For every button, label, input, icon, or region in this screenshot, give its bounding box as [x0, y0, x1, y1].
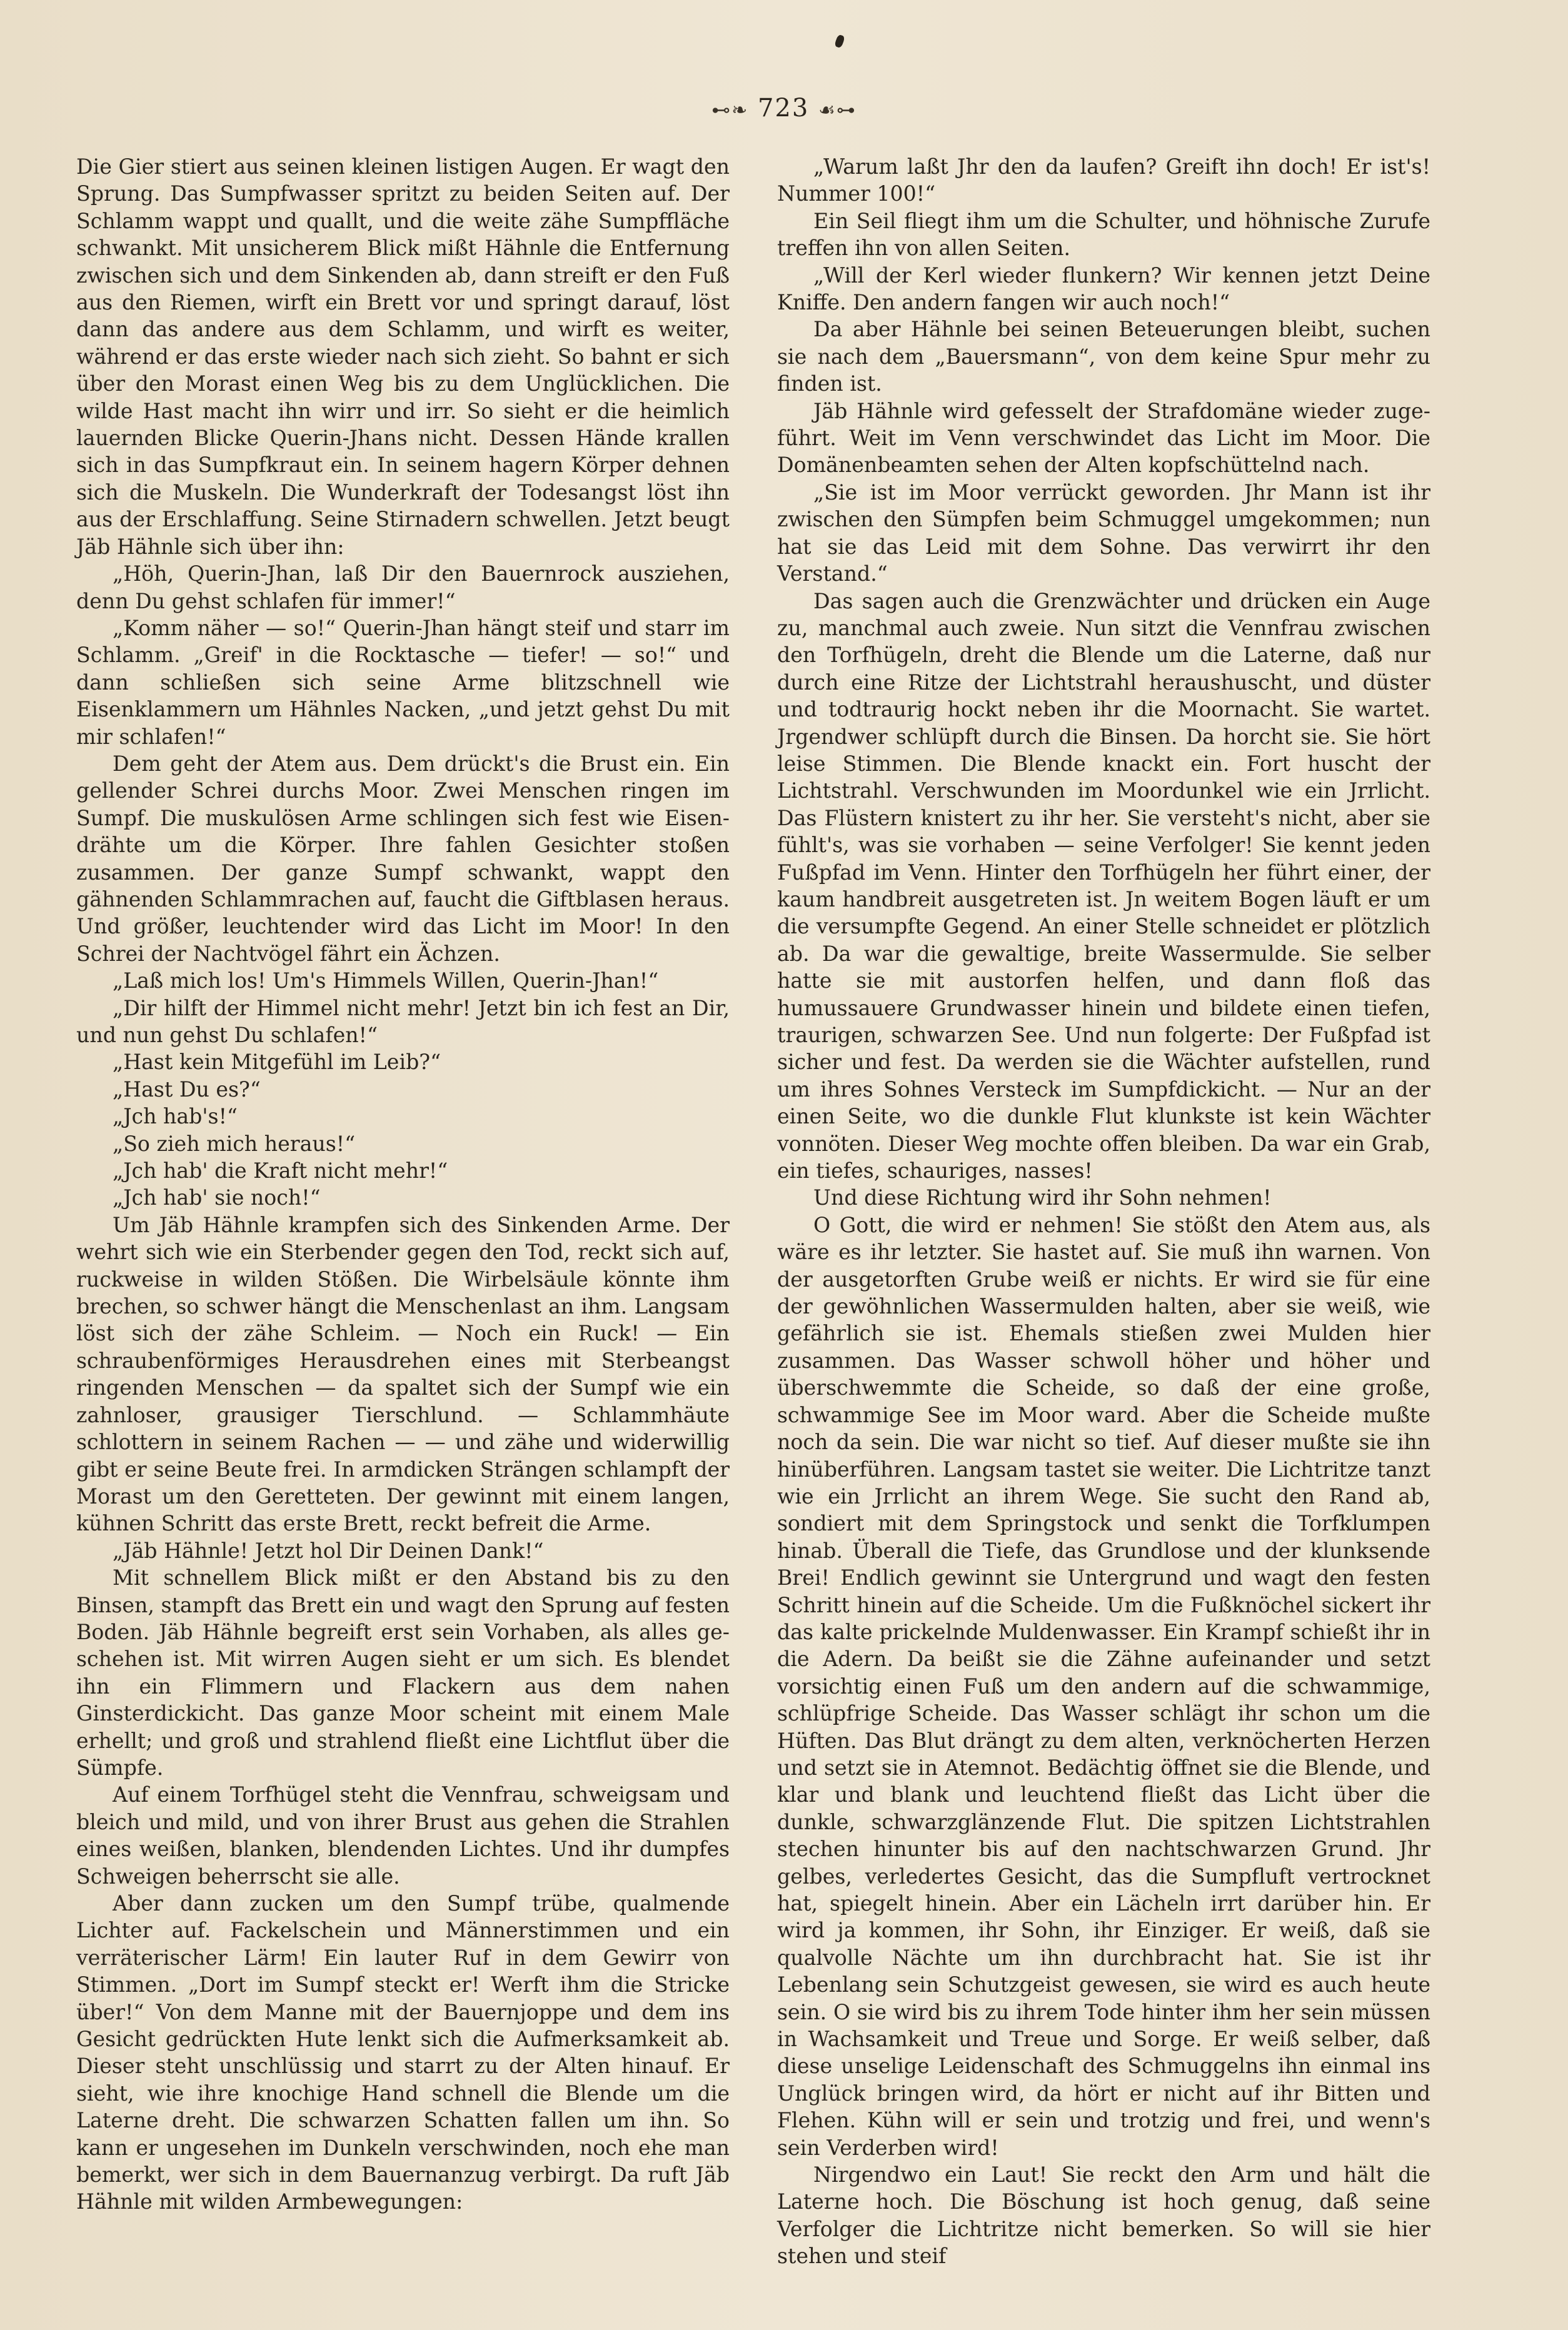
paragraph: Auf einem Torfhügel steht die Vennfrau, schweigsam und bleich und mild, und von ihrer Brust aus gehen die Strahlen eines weißen, blanken, blendenden Lichtes. Und ihr dumpfes Schweigen beherrscht sie alle. — [76, 1782, 730, 1889]
paragraph: O Gott, die wird er nehmen! Sie stößt den Atem aus, als wäre es ihr letzter. Sie hastet auf. Sie muß ihn warnen. Von der ausgetorften Grube weiß er nichts. Er wird sie für eine der gewöhnlichen Wassermulden halten, aber sie weiß, wie gefährlich sie ist. Ehemals stießen zwei Mulden hier zusammen. Das Wasser schwoll höher und höher und überschwemmte die Scheide, so daß der eine große, schwammige See im Moor ward. Aber die Scheide mußte noch da sein. Die war nicht so tief. Auf dieser mußte sie ihn hinüberführen. Langsam tastet sie weiter. Die Lichtritze tanzt wie ein Jrrlicht an ihrem Wege. Sie sucht den Rand ab, sondiert mit dem Springstock und senkt die Torfklumpen hinab. Überall die Tiefe, das Grundlose und der klunksende Brei! Endlich gewinnt sie Untergrund und wagt den festen Schritt hinein auf die Scheide. Um die Fußknöchel sickert ihr das kalte prickelnde Muldenwasser. Ein Krampf schießt ihr in die Adern. Da beißt sie die Zähne aufeinander und setzt vorsichtig einen Fuß um den andern auf die schwammige, schlüpfrige Scheide. Das Wasser schlägt ihr schon um die Hüften. Das Blut drängt zu dem alten, verknöcherten Herzen und setzt sie in Atemnot. Bedächtig öffnet sie die Blende, und klar und blank und leuchtend fließt das Licht über die dunkle, schwarzglänzende Flut. Die spitzen Lichtstrahlen stechen hinunter bis auf den nachtschwarzen Grund. Jhr gelbes, verledertes Gesicht, das die Sumpfluft vertrocknet hat, spiegelt hinein. Aber ein Lächeln irrt darüber hin. Er wird ja kommen, ihr Sohn, ihr Einziger. Er weiß, daß sie qualvolle Nächte um ihn durchbracht hat. Sie ist ihr Lebenlang sein Schutzgeist gewesen, sie wird es auch heute sein. O sie wird bis zu ihrem Tode hinter ihm her sein müssen in Wachsamkeit und Treue und Sorge. Er weiß selber, daß diese unselige Leidenschaft des Schmuggelns ihn einmal ins Unglück bringen wird, da hört er nicht auf ihr Bitten und Flehen. Kühn will er sein und trotzig und frei, und wenn's sein Verderben wird! — [777, 1212, 1430, 2160]
paragraph: „Hast kein Mitgefühl im Leib?“ — [113, 1050, 441, 1075]
paragraph: „So zieh mich heraus!“ — [113, 1131, 356, 1156]
paragraph: „Warum laßt Jhr den da laufen? Greift ihn doch! Er ist's! Nummer 100!“ — [777, 154, 1430, 206]
paragraph: Jäb Hähnle wird gefesselt der Strafdomäne wieder zugeführt. Weit im Venn verschwindet das Licht im Moor. Die Domänenbeamten sehen der Alten kopfschüttelnd nach. — [777, 398, 1430, 478]
paragraph: Um Jäb Hähnle krampfen sich des Sinkenden Arme. Der wehrt sich wie ein Sterbender gegen den Tod, reckt sich auf, ruckweise in wilden Stößen. Die Wirbelsäule könnte ihm brechen, so schwer hängt die Menschenlast an ihm. Langsam löst sich der zähe Schleim. — Noch ein Ruck! — Ein schraubenförmiges Herausdrehen eines mit Sterbeangst ringenden Menschen — da spaltet sich der Sumpf wie ein zahnloser, grausiger Tierschlund. — Schlammhäute schlottern in seinem Rachen — — und zähe und widerwillig gibt er seine Beute frei. In armdicken Strängen schlampft der Morast um den Geretteten. Der gewinnt mit einem langen, kühnen Schritt das erste Brett, reckt befreit die Arme. — [76, 1212, 730, 1536]
paragraph: Nirgendwo ein Laut! Sie reckt den Arm und hält die Laterne hoch. Die Böschung ist hoch genug, daß seine Verfolger die Lichtritze nicht bemerken. So will sie hier stehen und steif — [777, 2162, 1430, 2269]
paragraph: „Jch hab's!“ — [113, 1104, 238, 1129]
paragraph: „Höh, Querin-Jhan, laß Dir den Bauernrock ausziehen, denn Du gehst schlafen für immer!“ — [76, 561, 730, 613]
right-column — [777, 153, 1430, 2270]
paragraph: „Laß mich los! Um's Himmels Willen, Querin-Jhan!“ — [113, 968, 659, 993]
paragraph: Dem geht der Atem aus. Dem drückt's die Brust ein. Ein gellender Schrei durchs Moor. Zwei Menschen ringen im Sumpf. Die muskulösen Arme schlingen sich fest wie Eisendrähte um die Körper. Ihre fahlen Gesichter stoßen zusammen. Der ganze Sumpf schwankt, wappt den gähnenden Schlammrachen auf, faucht die Giftblasen heraus. Und größer, leuchtender wird das Licht im Moor! In den Schrei der Nachtvögel fährt ein Ächzen. — [76, 751, 730, 966]
paragraph: Und diese Richtung wird ihr Sohn nehmen! — [813, 1185, 1272, 1210]
paragraph: Aber dann zucken um den Sumpf trübe, qualmende Lichter auf. Fackelschein und Männerstimmen und ein verräterischer Lärm! Ein lauter Ruf in dem Gewirr von Stimmen. „Dort im Sumpf steckt er! Werft ihm die Stricke über!“ Von dem Manne mit der Bauernjoppe und dem ins Gesicht gedrückten Hute lenkt sich die Aufmerksamkeit ab. Dieser steht unschlüssig und starrt zu der Alten hinauf. Er sieht, wie ihre knochige Hand schnell die Blende um die Laterne dreht. Die schwarzen Schatten fallen um ihn. So kann er ungesehen im Dunkeln verschwinden, noch ehe man bemerkt, wer sich in dem Bauernanzug verbirgt. Da ruft Jäb Hähnle mit wilden Armbewegungen: — [76, 1891, 730, 2214]
paragraph: Die Gier stiert aus seinen kleinen listigen Augen. Er wagt den Sprung. Das Sumpfwasser spritzt zu beiden Seiten auf. Der Schlamm wappt und quallt, und die weite zähe Sumpffläche schwankt. Mit unsicherem Blick mißt Hähnle die Entfernung zwischen sich und dem Sinkenden ab, dann streift er den Fuß aus den Riemen, wirft ein Brett vor und springt darauf, löst dann das andere aus dem Schlamm, und wirft es weiter, während er das erste wieder nach sich zieht. So bahnt er sich über den Morast einen Weg bis zu dem Unglücklichen. Die wilde Hast macht ihn wirr und irr. So sieht er die heimlich lauernden Blicke Querin-Jhans nicht. Dessen Hände krallen sich in das Sumpfkraut ein. In seinem hagern Körper dehnen sich die Muskeln. Die Wunderkraft der Todesangst löst ihn aus der Erschlaffung. Seine Stirnadern schwellen. Jetzt beugt Jäb Hähnle sich über ihn: — [76, 154, 730, 559]
paragraph: Da aber Hähnle bei seinen Beteuerungen bleibt, suchen sie nach dem „Bauersmann“, von dem keine Spur mehr zu finden ist. — [777, 317, 1430, 396]
paragraph: Mit schnellem Blick mißt er den Abstand bis zu den Binsen, stampft das Brett ein und wagt den Sprung auf festen Boden. Jäb Hähnle begreift erst sein Vorhaben, als alles geschehen ist. Mit wirren Augen sieht er um sich. Es blendet ihn ein Flimmern und Flackern aus dem nahen Ginsterdickicht. Das ganze Moor scheint mit einem Male erhellt; und groß und strahlend fließt eine Lichtflut über die Sümpfe. — [76, 1565, 730, 1780]
ornament-right: ☙⊶ — [818, 99, 857, 121]
paragraph: „Jch hab' sie noch!“ — [113, 1185, 321, 1210]
paragraph: „Hast Du es?“ — [113, 1077, 261, 1102]
paragraph: Das sagen auch die Grenzwächter und drücken ein Auge zu, manchmal auch zweie. Nun sitzt die Vennfrau zwischen den Torfhügeln, dreht die Blende um die Laterne, daß nur durch eine Ritze der Lichtstrahl heraushuscht, und düster und todtraurig hockt neben ihr die Moornacht. Sie wartet. Jrgendwer schlüpft durch die Binsen. Da horcht sie. Sie hört leise Stimmen. Die Blende knackt ein. Fort huscht der Lichtstrahl. Verschwunden im Moordunkel wie ein Jrrlicht. Das Flüstern knistert zu ihr her. Sie versteht's nicht, aber sie fühlt's, was sie vorhaben — seine Verfolger! Sie kennt jeden Fußpfad im Venn. Hinter den Torfhügeln her führt einer, der kaum handbreit ausgetreten ist. Jn weitem Bogen läuft er um die versumpfte Gegend. An einer Stelle schneidet er plötzlich ab. Da war die gewaltige, breite Wassermulde. Sie selber hatte sie mit austorfen helfen, und dann floß das humussauere Grundwasser hinein und bildete einen tiefen, traurigen, schwarzen See. Und nun folgerte: Der Fußpfad ist sicher und fest. Da werden sie die Wächter aufstellen, rund um ihres Sohnes Versteck im Sumpfdickicht. — Nur an der einen Seite, wo die dunkle Flut klunkste ist kein Wächter vonnöten. Dieser Weg mochte offen bleiben. Da war ein Grab, ein tiefes, schauriges, nasses! — [777, 588, 1430, 1183]
ink-speck — [834, 34, 845, 49]
paragraph: Ein Seil fliegt ihm um die Schulter, und höhnische Zurufe treffen ihn von allen Seiten. — [777, 208, 1430, 261]
paragraph: „Jch hab' die Kraft nicht mehr!“ — [113, 1158, 448, 1183]
paragraph: „Will der Kerl wieder flunkern? Wir kennen jetzt Deine Kniffe. Den andern fangen wir auch noch!“ — [777, 263, 1430, 315]
page-number: 723 — [757, 94, 810, 123]
left-column — [76, 153, 730, 2216]
paragraph: „Komm näher — so!“ Querin-Jhan hängt steif und starr im Schlamm. „Greif' in die Rocktasche — tiefer! — so!“ und dann schließen sich seine Arme blitzschnell wie Eisenklammern um Hähnles Nacken, „und jetzt gehst Du mit mir schlafen!“ — [76, 615, 730, 749]
page-header — [0, 94, 1568, 123]
ornament-left: ⊷❧ — [711, 99, 749, 121]
paragraph: „Jäb Hähnle! Jetzt hol Dir Deinen Dank!“ — [113, 1538, 544, 1563]
paragraph: „Dir hilft der Himmel nicht mehr! Jetzt bin ich fest an Dir, und nun gehst Du schlafen!“ — [76, 995, 730, 1047]
paragraph: „Sie ist im Moor verrückt geworden. Jhr Mann ist ihr zwischen den Sümpfen beim Schmuggel umgekommen; nun hat sie das Leid mit dem Sohne. Das verwirrt ihr den Verstand.“ — [777, 480, 1430, 586]
